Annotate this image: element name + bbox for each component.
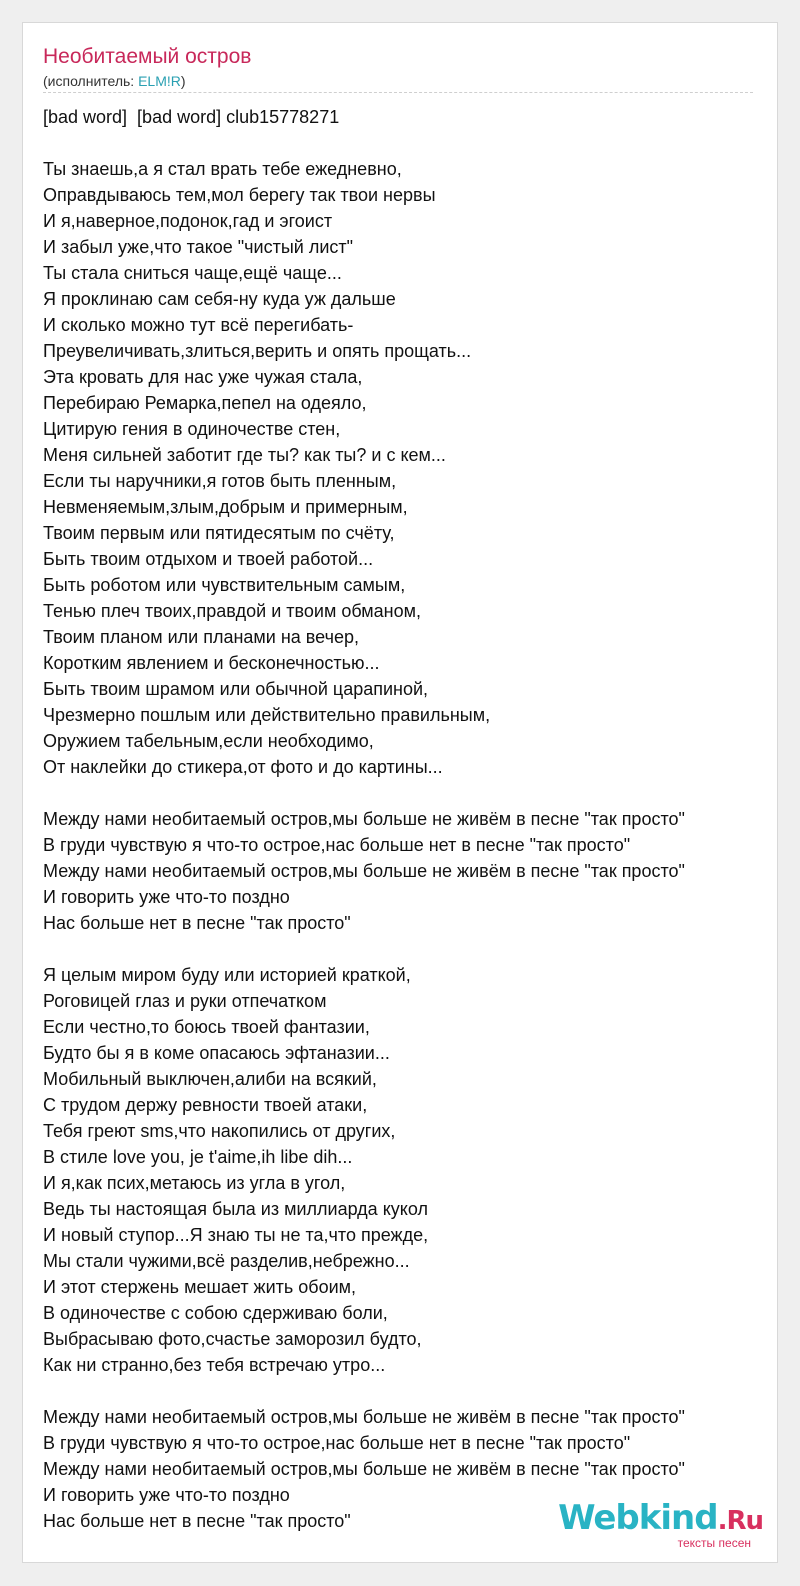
site-logo[interactable] [558, 1498, 763, 1550]
stanza-break [43, 130, 773, 156]
lyric-line: Я целым миром буду или историей краткой, [43, 965, 411, 985]
lyric-line: Перебираю Ремарка,пепел на одеяло, [43, 393, 367, 413]
lyric-line: Если ты наручники,я готов быть пленным, [43, 471, 397, 491]
lyrics-card [22, 22, 778, 1563]
lyrics-text [43, 104, 773, 1534]
lyric-line: В груди чувствую я что-то острое,нас больше нет в песне "так просто" [43, 1433, 631, 1453]
logo-subtitle: тексты песен [677, 1536, 751, 1550]
lyric-line: И я,как псих,метаюсь из угла в угол, [43, 1173, 346, 1193]
lyric-line: В стиле love you, je t'aime,ih libe dih... [43, 1147, 353, 1167]
lyric-line: Если честно,то боюсь твоей фантазии, [43, 1017, 370, 1037]
lyric-line: Между нами необитаемый остров,мы больше не живём в песне "так просто" [43, 809, 685, 829]
divider [43, 92, 753, 93]
lyric-line: С трудом держу ревности твоей атаки, [43, 1095, 368, 1115]
logo-wordmark [558, 1498, 763, 1538]
lyric-line: Эта кровать для нас уже чужая стала, [43, 367, 363, 387]
lyric-line: Нас больше нет в песне "так просто" [43, 913, 351, 933]
lyric-line: Цитирую гения в одиночестве стен, [43, 419, 341, 439]
stanza-break [43, 1378, 773, 1404]
lyric-line: И забыл уже,что такое "чистый лист" [43, 237, 354, 257]
lyric-line: Между нами необитаемый остров,мы больше не живём в песне "так просто" [43, 1407, 685, 1427]
lyric-line: Твоим планом или планами на вечер, [43, 627, 359, 647]
logo-tld: .Ru [717, 1506, 763, 1536]
lyric-line: Будто бы я в коме опасаюсь эфтаназии... [43, 1043, 390, 1063]
lyric-line: Ты знаешь,а я стал врать тебе ежедневно, [43, 159, 402, 179]
lyric-line: И говорить уже что-то поздно [43, 1485, 290, 1505]
lyric-line: Быть твоим отдыхом и твоей работой... [43, 549, 374, 569]
lyric-line: Коротким явлением и бесконечностью... [43, 653, 380, 673]
lyric-line: В груди чувствую я что-то острое,нас больше нет в песне "так просто" [43, 835, 631, 855]
lyric-line: Тенью плеч твоих,правдой и твоим обманом, [43, 601, 421, 621]
artist-link[interactable]: ELM!R [138, 73, 181, 89]
lyric-line: Между нами необитаемый остров,мы больше не живём в песне "так просто" [43, 1459, 685, 1479]
lyric-line: Как ни странно,без тебя встречаю утро... [43, 1355, 386, 1375]
lyric-line: В одиночестве с собою сдерживаю боли, [43, 1303, 388, 1323]
lyric-line: Мы стали чужими,всё разделив,небрежно... [43, 1251, 410, 1271]
lyric-line: От наклейки до стикера,от фото и до картины... [43, 757, 443, 777]
lyric-line: И новый ступор...Я знаю ты не та,что прежде, [43, 1225, 429, 1245]
page-title: Необитаемый остров [43, 45, 252, 68]
lyric-line: Между нами необитаемый остров,мы больше не живём в песне "так просто" [43, 861, 685, 881]
lyric-line: Мобильный выключен,алиби на всякий, [43, 1069, 377, 1089]
lyric-line: Чрезмерно пошлым или действительно правильным, [43, 705, 491, 725]
lyric-line: [bad word] [bad word] club15778271 [43, 107, 340, 127]
artist-prefix: (исполнитель: [43, 73, 139, 89]
lyric-line: Невменяемым,злым,добрым и примерным, [43, 497, 408, 517]
lyric-line: Выбрасываю фото,счастье заморозил будто, [43, 1329, 422, 1349]
logo-main-text: Webkind [558, 1498, 718, 1538]
lyric-line: Тебя греют sms,что накопились от других, [43, 1121, 396, 1141]
lyric-line: Оружием табельным,если необходимо, [43, 731, 374, 751]
lyric-line: И этот стержень мешает жить обоим, [43, 1277, 357, 1297]
lyric-line: Оправдываюсь тем,мол берегу так твои нервы [43, 185, 436, 205]
lyric-line: Нас больше нет в песне "так просто" [43, 1511, 351, 1531]
lyric-line: Быть твоим шрамом или обычной царапиной, [43, 679, 429, 699]
lyric-line: И я,наверное,подонок,гад и эгоист [43, 211, 333, 231]
lyric-line: Твоим первым или пятидесятым по счёту, [43, 523, 395, 543]
lyric-line: Ведь ты настоящая была из миллиарда кукол [43, 1199, 428, 1219]
lyric-line: Я проклинаю сам себя-ну куда уж дальше [43, 289, 396, 309]
lyric-line: Роговицей глаз и руки отпечатком [43, 991, 327, 1011]
lyric-line: Ты стала сниться чаще,ещё чаще... [43, 263, 342, 283]
lyric-line: И сколько можно тут всё перегибать- [43, 315, 354, 335]
stanza-break [43, 936, 773, 962]
lyric-line: Меня сильней заботит где ты? как ты? и с кем... [43, 445, 446, 465]
artist-suffix: ) [180, 73, 186, 89]
lyric-line: И говорить уже что-то поздно [43, 887, 290, 907]
stanza-break [43, 780, 773, 806]
artist-line [43, 72, 186, 90]
lyric-line: Преувеличивать,злиться,верить и опять прощать... [43, 341, 472, 361]
lyric-line: Быть роботом или чувствительным самым, [43, 575, 406, 595]
